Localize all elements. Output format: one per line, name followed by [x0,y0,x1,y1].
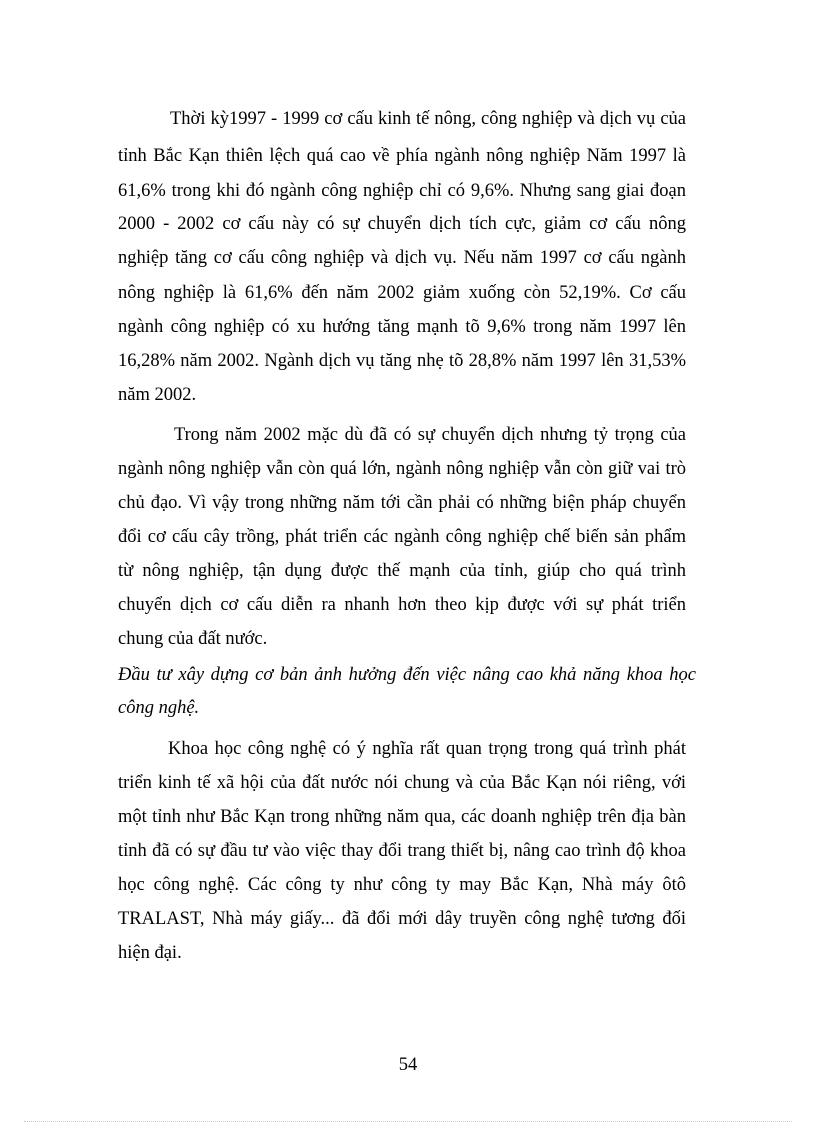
text-line: nông nghiệp là 61,6% đến năm 2002 giảm xuống còn 52,19%. Cơ cấu [118,283,686,303]
text-line: chuyển dịch cơ cấu diễn ra nhanh hơn theo kịp được với sự phát triển [118,595,686,615]
text-line: 2000 - 2002 cơ cấu này có sự chuyển dịch tích cực, giảm cơ cấu nông [118,214,686,234]
text-line: triển kinh tế xã hội của đất nước nói chung và của Bắc Kạn nói riêng, với [118,773,686,793]
text-line: đổi cơ cấu cây trồng, phát triển các ngành công nghiệp chế biến sản phẩm [118,527,686,547]
text-line: học công nghệ. Các công ty như công ty may Bắc Kạn, Nhà máy ôtô [118,875,686,895]
text-line: chủ đạo. Vì vậy trong những năm tới cần phải có những biện pháp chuyển [118,493,686,513]
text-line: Trong năm 2002 mặc dù đã có sự chuyển dịch nhưng tỷ trọng của [174,425,686,445]
text-line: một tỉnh như Bắc Kạn trong những năm qua, các doanh nghiệp trên địa bàn [118,807,686,827]
text-line: ngành công nghiệp có xu hướng tăng mạnh tõ 9,6% trong năm 1997 lên [118,317,686,337]
page-number: 54 [398,1055,418,1075]
text-line: ngành nông nghiệp vẫn còn quá lớn, ngành nông nghiệp vẫn còn giữ vai trò [118,459,686,479]
text-line: tỉnh đã có sự đầu tư vào việc thay đổi trang thiết bị, nâng cao trình độ khoa [118,841,686,861]
text-line: TRALAST, Nhà máy giấy... đã đổi mới dây truyền công nghệ tương đối [118,909,686,929]
text-line: từ nông nghiệp, tận dụng được thế mạnh của tỉnh, giúp cho quá trình [118,561,686,581]
section-heading: Đầu tư xây dựng cơ bản ảnh hưởng đến việc nâng cao khả năng khoa học [118,665,696,685]
text-line: Khoa học công nghệ có ý nghĩa rất quan trọng trong quá trình phát [168,739,686,759]
text-line: hiện đại. [118,943,182,963]
text-line: chung của đất nước. [118,629,268,649]
text-line: tỉnh Bắc Kạn thiên lệch quá cao về phía ngành nông nghiệp Năm 1997 là [118,146,686,166]
page-bottom-rule [24,1121,792,1122]
text-line: Thời kỳ1997 - 1999 cơ cấu kinh tế nông, công nghiệp và dịch vụ của [170,109,686,129]
text-line: 16,28% năm 2002. Ngành dịch vụ tăng nhẹ tõ 28,8% năm 1997 lên 31,53% [118,351,686,371]
section-heading: công nghệ. [118,698,200,718]
text-line: năm 2002. [118,385,197,405]
text-line: 61,6% trong khi đó ngành công nghiệp chỉ có 9,6%. Nhưng sang giai đoạn [118,181,686,201]
text-line: nghiệp tăng cơ cấu công nghiệp và dịch vụ. Nếu năm 1997 cơ cấu ngành [118,248,686,268]
